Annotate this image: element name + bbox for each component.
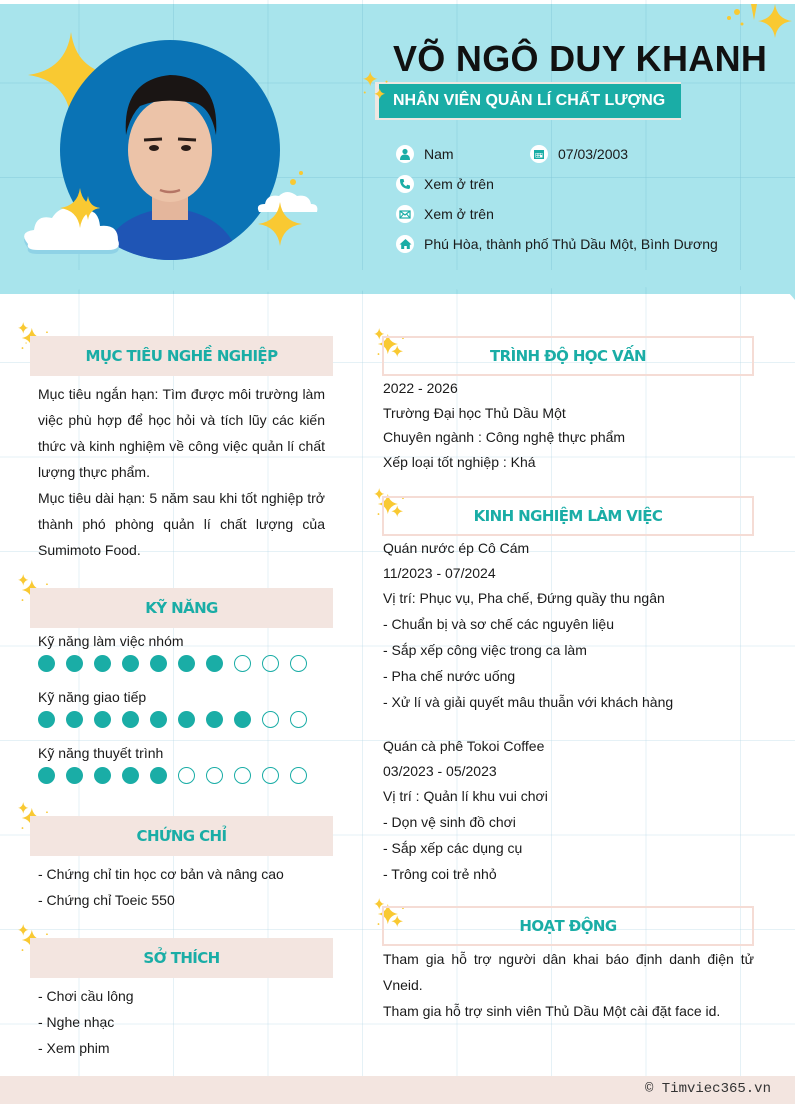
section-header-skills: KỸ NĂNG — [30, 588, 333, 628]
rating-dot-filled — [206, 655, 223, 672]
dots-decoration-icon — [288, 168, 308, 188]
education-details — [383, 376, 625, 474]
job-title-box — [375, 82, 681, 120]
skill-label: Kỹ năng thuyết trình — [38, 745, 164, 761]
list-item: - Chứng chỉ Toeic 550 — [38, 892, 175, 908]
job-title: NHÂN VIÊN QUẢN LÍ CHẤT LƯỢNG — [379, 84, 681, 118]
rating-dot-empty — [178, 767, 195, 784]
job-task: - Sắp xếp công việc trong ca làm — [383, 642, 587, 658]
job-task: - Dọn vệ sinh đồ chơi — [383, 814, 516, 830]
user-icon — [396, 145, 414, 163]
skill-rating — [38, 767, 318, 784]
list-item: - Chứng chỉ tin học cơ bản và nâng cao — [38, 866, 284, 882]
sparkle-icon — [360, 68, 394, 102]
rating-dot-empty — [290, 711, 307, 728]
section-header-career-goal: MỤC TIÊU NGHỀ NGHIỆP — [30, 336, 333, 376]
rating-dot-filled — [94, 711, 111, 728]
dots-decoration-icon — [725, 2, 765, 26]
list-item: Tham gia hỗ trợ sinh viên Thủ Dầu Một cài đặt face id. — [383, 1003, 721, 1019]
list-item: - Nghe nhạc — [38, 1014, 115, 1030]
job-position: Vị trí : Quản lí khu vui chơi — [383, 788, 548, 804]
info-address: Phú Hòa, thành phố Thủ Dầu Một, Bình Dương — [396, 235, 718, 253]
rating-dot-filled — [66, 655, 83, 672]
home-icon — [396, 235, 414, 253]
job-task: - Xử lí và giải quyết mâu thuẫn với khách hàng — [383, 694, 674, 710]
rating-dot-empty — [234, 655, 251, 672]
rating-dot-filled — [94, 767, 111, 784]
skill-label: Kỹ năng giao tiếp — [38, 689, 147, 705]
rating-dot-filled — [122, 767, 139, 784]
section-header-hobbies: SỞ THÍCH — [30, 938, 333, 978]
experience-job — [383, 536, 673, 715]
short-term-goal: Mục tiêu ngắn hạn: Tìm được môi trường làm việc phù hợp để học hỏi và tích lũy các kiến thức và kinh nghiệm về công việc quản lí chất lượng thực phẩm. — [38, 386, 325, 480]
activities-list — [383, 946, 754, 1024]
copyright-link[interactable]: © Timviec365.vn — [644, 1081, 771, 1097]
rating-dot-filled — [94, 655, 111, 672]
rating-dot-filled — [150, 711, 167, 728]
skill-rating — [38, 711, 318, 728]
footer — [0, 1076, 795, 1104]
section-header-activities: HOẠT ĐỘNG — [382, 906, 754, 946]
section-header-education: TRÌNH ĐỘ HỌC VẤN — [382, 336, 754, 376]
job-task: - Sắp xếp các dụng cụ — [383, 840, 523, 856]
list-item: - Chơi cầu lông — [38, 988, 134, 1004]
candidate-name: VÕ NGÔ DUY KHANH — [393, 38, 768, 79]
rating-dot-filled — [66, 711, 83, 728]
certificates-list — [38, 861, 284, 913]
rating-dot-filled — [178, 711, 195, 728]
rating-dot-filled — [150, 655, 167, 672]
job-position: Vị trí: Phục vụ, Pha chế, Đứng quầy thu ngân — [383, 590, 665, 606]
rating-dot-filled — [122, 711, 139, 728]
rating-dot-filled — [38, 767, 55, 784]
job-task: - Pha chế nước uống — [383, 668, 516, 684]
education-school: Trường Đại học Thủ Dầu Một — [383, 404, 566, 421]
rating-dot-filled — [178, 655, 195, 672]
rating-dot-empty — [290, 655, 307, 672]
rating-dot-filled — [66, 767, 83, 784]
info-gender: Nam — [396, 145, 454, 163]
rating-dot-empty — [262, 767, 279, 784]
job-company: Quán cà phê Tokoi Coffee — [383, 738, 545, 754]
career-goal-text — [38, 381, 325, 563]
education-period: 2022 - 2026 — [383, 380, 458, 396]
hobbies-list — [38, 983, 134, 1061]
info-birthdate: 07/03/2003 — [530, 145, 628, 163]
skill-rating — [38, 655, 318, 672]
rating-dot-empty — [206, 767, 223, 784]
list-item: Tham gia hỗ trợ người dân khai báo định danh điện tử Vneid. — [383, 951, 754, 993]
education-major: Chuyên ngành : Công nghệ thực phẩm — [383, 429, 626, 445]
sparkle-icon — [258, 202, 302, 246]
skill-label: Kỹ năng làm việc nhóm — [38, 633, 184, 649]
rating-dot-filled — [38, 711, 55, 728]
scallop-border — [0, 270, 795, 300]
job-task: - Trông coi trẻ nhỏ — [383, 866, 497, 882]
section-header-experience: KINH NGHIỆM LÀM VIỆC — [382, 496, 754, 536]
education-grade: Xếp loại tốt nghiệp : Khá — [383, 453, 536, 470]
rating-dot-filled — [150, 767, 167, 784]
section-header-certificates: CHỨNG CHỈ — [30, 816, 333, 856]
rating-dot-empty — [290, 767, 307, 784]
sparkle-icon — [76, 193, 100, 223]
calendar-icon — [530, 145, 548, 163]
rating-dot-filled — [234, 711, 251, 728]
phone-icon — [396, 175, 414, 193]
job-period: 03/2023 - 05/2023 — [383, 763, 497, 779]
info-phone: Xem ở trên — [396, 175, 494, 193]
job-period: 11/2023 - 07/2024 — [383, 565, 496, 581]
mail-icon — [396, 205, 414, 223]
list-item: - Xem phim — [38, 1040, 110, 1056]
rating-dot-empty — [262, 711, 279, 728]
rating-dot-filled — [122, 655, 139, 672]
rating-dot-filled — [206, 711, 223, 728]
job-task: - Chuẩn bị và sơ chế các nguyên liệu — [383, 616, 614, 632]
rating-dot-filled — [38, 655, 55, 672]
experience-job — [383, 734, 548, 887]
info-email: Xem ở trên — [396, 205, 494, 223]
long-term-goal: Mục tiêu dài hạn: 5 năm sau khi tốt nghiệp trở thành phó phòng quản lí chất lượng của Sumimoto Food. — [38, 490, 325, 558]
job-company: Quán nước ép Cô Cám — [383, 540, 530, 556]
rating-dot-empty — [262, 655, 279, 672]
rating-dot-empty — [234, 767, 251, 784]
